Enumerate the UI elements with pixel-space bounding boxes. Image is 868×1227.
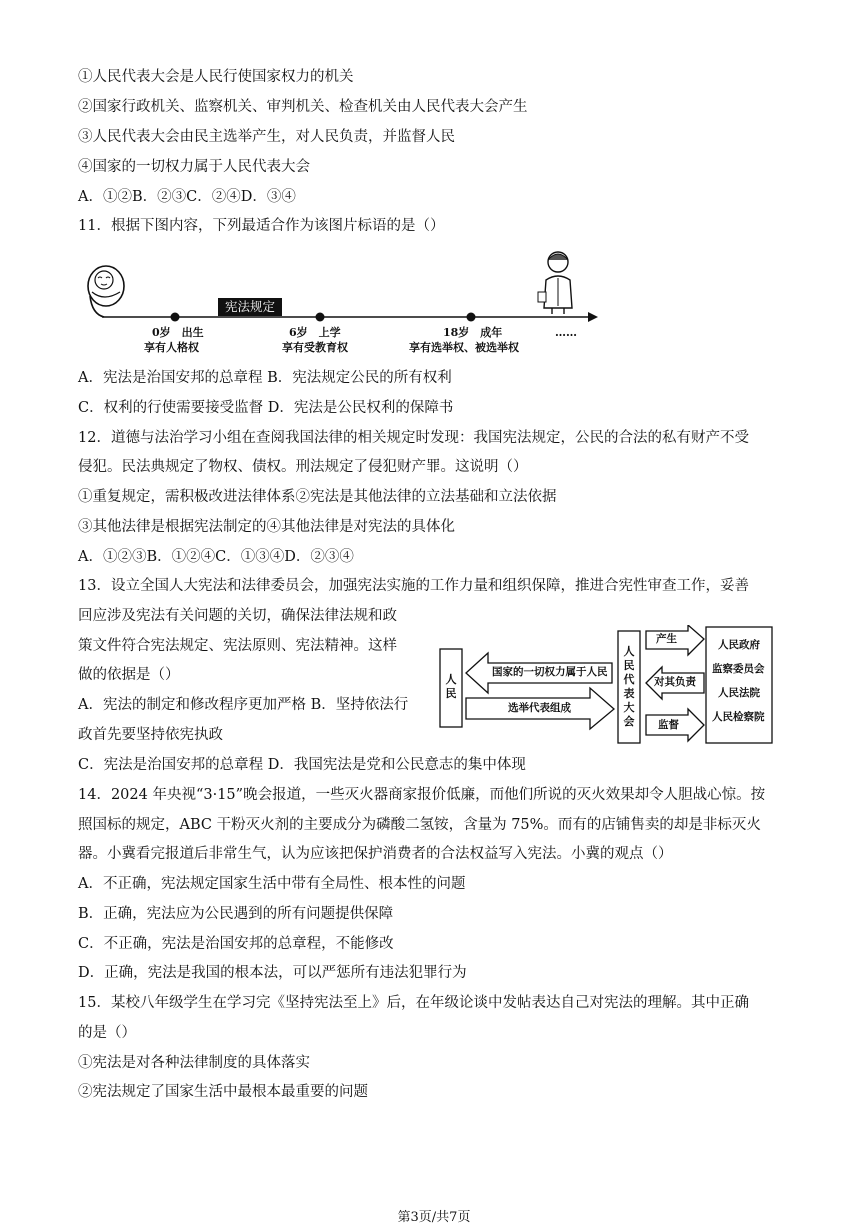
responsible-label: 对其负责: [654, 676, 696, 688]
org-supervision: 监察委员会: [712, 663, 765, 675]
q10-option-4: ④国家的一切权力属于人民代表大会: [78, 159, 310, 175]
q14-choice-d: D．正确，宪法是我国的根本法，可以严惩所有违法犯罪行为: [78, 965, 467, 981]
q12-choices: A．①②③B．①②④C．①③④D．②③④: [78, 549, 354, 565]
q13-stem-4: 做的依据是（）: [78, 667, 180, 683]
congress-label: 人民代表大会: [623, 645, 635, 728]
q14-stem-3: 器。小冀看完报道后非常生气，认为应该把保护消费者的合法权益写入宪法。小冀的观点（）: [78, 846, 673, 862]
age18-dot: [467, 313, 476, 322]
q13-choices-cd: C．宪法是治国安邦的总章程 D．我国宪法是党和公民意志的集中体现: [78, 757, 526, 773]
age18-right-label: 享有选举权、被选举权: [409, 341, 519, 354]
org-government: 人民政府: [718, 639, 760, 651]
q14-choice-c: C．不正确，宪法是治国安邦的总章程，不能修改: [78, 936, 394, 952]
q14-choice-a: A．不正确，宪法规定国家生活中带有全局性、根本性的问题: [78, 876, 466, 892]
q12-options-12: ①重复规定，需积极改进法律体系②宪法是其他法律的立法基础和立法依据: [78, 489, 557, 505]
age6-right-label: 享有受教育权: [282, 341, 348, 354]
q14-choice-b: B．正确，宪法应为公民遇到的所有问题提供保障: [78, 906, 394, 922]
q14-stem-2: 照国标的规定，ABC 干粉灭火剂的主要成分为磷酸二氢铵，含量为 75%。而有的店铺售卖的却是非标灭火: [78, 817, 761, 833]
adult-person-icon: [538, 252, 572, 314]
org-court: 人民法院: [718, 687, 760, 699]
q11-timeline-figure: [82, 240, 602, 358]
q12-stem-1: 12．道德与法治学习小组在查阅我国法律的相关规定时发现：我国宪法规定，公民的合法的私有财产不受: [78, 430, 749, 446]
age6-label: 6岁 上学: [289, 326, 341, 339]
baby-icon: [88, 266, 124, 306]
q12-stem-2: 侵犯。民法典规定了物权、债权。刑法规定了侵犯财产罪。这说明（）: [78, 459, 528, 475]
constitution-box: 宪法规定: [218, 298, 282, 316]
q13-choice-a-1: A．宪法的制定和修改程序更加严格 B．坚持依法行: [78, 697, 409, 713]
arrow-top-label: 国家的一切权力属于人民: [492, 666, 608, 678]
q15-option-1: ①宪法是对各种法律制度的具体落实: [78, 1055, 310, 1071]
supervise-label: 监督: [658, 719, 679, 731]
q15-stem-2: 的是（）: [78, 1025, 136, 1041]
age0-dot: [171, 313, 180, 322]
q14-stem-1: 14．2024 年央视“3·15”晚会报道，一些灭火器商家报价低廉，而他们所说的灭火效果却令人胆战心惊。按: [78, 787, 766, 803]
q10-choices: A．①②B．②③C．②④D．③④: [78, 189, 296, 205]
q15-option-2: ②宪法规定了国家生活中最根本最重要的问题: [78, 1084, 368, 1100]
q10-option-1: ①人民代表大会是人民行使国家权力的机关: [78, 69, 354, 85]
q10-option-3: ③人民代表大会由民主选举产生，对人民负责，并监督人民: [78, 129, 455, 145]
age0-label: 0岁 出生: [152, 326, 204, 339]
age18-label: 18岁 成年: [443, 326, 503, 339]
age6-dot: [316, 313, 325, 322]
org-procuratorate: 人民检察院: [712, 711, 765, 723]
people-label: 人民: [445, 673, 457, 700]
q15-stem-1: 15．某校八年级学生在学习完《坚持宪法至上》后，在年级论谈中发帖表达自己对宪法的理解。其中正确: [78, 995, 749, 1011]
q10-option-2: ②国家行政机关、监察机关、审判机关、检查机关由人民代表大会产生: [78, 99, 528, 115]
arrow-bottom-label: 选举代表组成: [508, 702, 571, 714]
ellipsis-label: ……: [555, 326, 577, 339]
page-footer: 第3页/共7页: [397, 1210, 471, 1225]
q13-stem-1: 13．设立全国人大宪法和法律委员会，加强宪法实施的工作力量和组织保障，推进合宪性审查工作，妥善: [78, 578, 749, 594]
q11-choices-cd: C．权利的行使需要接受监督 D．宪法是公民权利的保障书: [78, 400, 454, 416]
q12-options-34: ③其他法律是根据宪法制定的④其他法律是对宪法的具体化: [78, 519, 455, 535]
produce-label: 产生: [656, 633, 677, 645]
q13-power-diagram: [436, 625, 778, 751]
q11-choices-ab: A．宪法是治国安邦的总章程 B．宪法规定公民的所有权利: [78, 370, 452, 386]
age0-right-label: 享有人格权: [144, 341, 199, 354]
q13-stem-2: 回应涉及宪法有关问题的关切，确保法律法规和政: [78, 608, 397, 624]
q13-choice-a-2: 政首先要坚持依宪执政: [78, 727, 223, 743]
q11-stem: 11．根据下图内容，下列最适合作为该图片标语的是（）: [78, 218, 445, 234]
q13-stem-3: 策文件符合宪法规定、宪法原则、宪法精神。这样: [78, 638, 397, 654]
